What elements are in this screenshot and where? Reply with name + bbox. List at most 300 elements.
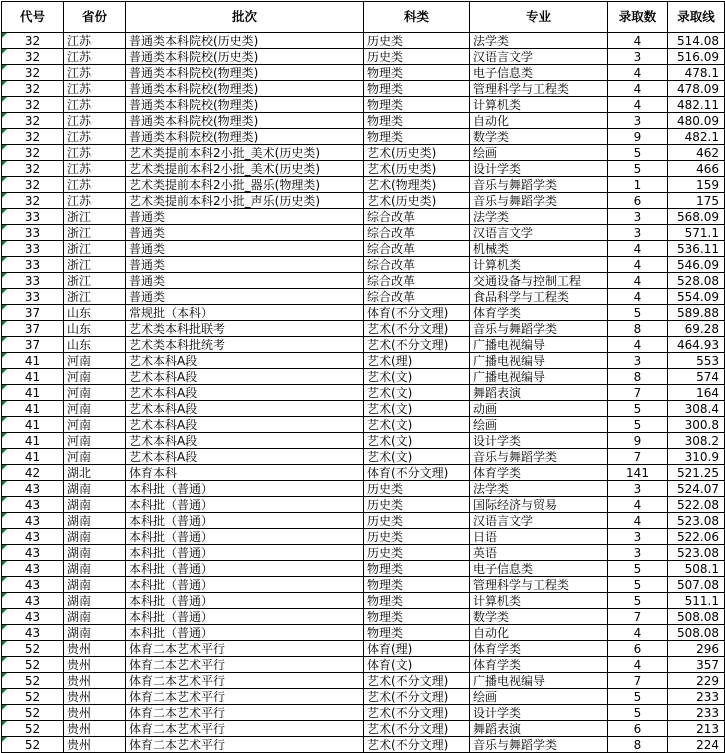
cell-count: 3 [608,49,668,65]
cell-major: 交通设备与控制工程 [470,273,608,289]
cell-major: 广播电视编导 [470,337,608,353]
cell-province: 江苏 [64,161,126,177]
cell-code: 32 [2,161,64,177]
cell-count: 3 [608,353,668,369]
cell-code: 43 [2,497,64,513]
cell-batch: 本科批（普通） [126,545,364,561]
cell-score: 233 [668,689,725,705]
cell-score: 296 [668,641,725,657]
cell-subject: 艺术(不分文理) [364,321,470,337]
cell-subject: 艺术(文) [364,401,470,417]
cell-major: 设计学类 [470,705,608,721]
cell-code: 41 [2,385,64,401]
cell-code: 52 [2,705,64,721]
table-row [2,417,725,433]
cell-province: 贵州 [64,657,126,673]
cell-province: 贵州 [64,737,126,753]
cell-major: 数学类 [470,609,608,625]
cell-batch: 本科批（普通） [126,609,364,625]
cell-subject: 艺术(文) [364,369,470,385]
table-row [2,737,725,753]
cell-batch: 体育二本艺术平行 [126,737,364,753]
cell-subject: 综合改革 [364,241,470,257]
cell-major: 体育学类 [470,465,608,481]
cell-count: 9 [608,433,668,449]
cell-count: 4 [608,497,668,513]
cell-score: 523.08 [668,545,725,561]
cell-subject: 物理类 [364,561,470,577]
cell-count: 8 [608,737,668,753]
table-row [2,161,725,177]
cell-code: 43 [2,609,64,625]
cell-batch: 本科批（普通） [126,497,364,513]
cell-major: 设计学类 [470,433,608,449]
cell-code: 52 [2,721,64,737]
cell-code: 43 [2,577,64,593]
cell-province: 山东 [64,337,126,353]
cell-province: 山东 [64,321,126,337]
cell-subject: 物理类 [364,81,470,97]
cell-score: 546.09 [668,257,725,273]
cell-count: 4 [608,337,668,353]
cell-province: 浙江 [64,225,126,241]
table-row [2,369,725,385]
cell-batch: 普通类 [126,241,364,257]
cell-batch: 普通类本科院校(历史类) [126,49,364,65]
cell-code: 33 [2,289,64,305]
table-row [2,65,725,81]
table-row [2,353,725,369]
cell-score: 508.1 [668,561,725,577]
cell-subject: 历史类 [364,513,470,529]
table-row [2,289,725,305]
cell-province: 山东 [64,305,126,321]
table-row [2,209,725,225]
cell-batch: 普通类本科院校(物理类) [126,129,364,145]
cell-major: 音乐与舞蹈学类 [470,321,608,337]
cell-province: 江苏 [64,113,126,129]
table-row [2,625,725,641]
cell-score: 528.08 [668,273,725,289]
cell-count: 4 [608,657,668,673]
cell-batch: 本科批（普通） [126,481,364,497]
cell-code: 43 [2,625,64,641]
cell-subject: 艺术(历史类) [364,145,470,161]
cell-major: 汉语言文学 [470,225,608,241]
cell-batch: 普通类 [126,225,364,241]
cell-code: 32 [2,81,64,97]
table-row [2,433,725,449]
cell-batch: 普通类本科院校(物理类) [126,97,364,113]
cell-province: 湖南 [64,625,126,641]
cell-score: 514.08 [668,33,725,49]
table-row [2,241,725,257]
cell-major: 音乐与舞蹈学类 [470,193,608,209]
header-row [2,2,725,33]
cell-batch: 本科批（普通） [126,561,364,577]
cell-batch: 艺术本科A段 [126,449,364,465]
cell-code: 43 [2,593,64,609]
cell-score: 159 [668,177,725,193]
cell-code: 32 [2,33,64,49]
cell-batch: 本科批（普通） [126,513,364,529]
cell-code: 32 [2,145,64,161]
cell-province: 浙江 [64,289,126,305]
table-row [2,721,725,737]
cell-subject: 综合改革 [364,289,470,305]
cell-code: 32 [2,193,64,209]
cell-count: 5 [608,689,668,705]
cell-batch: 艺术类本科批统考 [126,337,364,353]
cell-score: 554.09 [668,289,725,305]
cell-subject: 历史类 [364,545,470,561]
cell-count: 4 [608,97,668,113]
cell-major: 体育学类 [470,305,608,321]
table-row [2,705,725,721]
cell-major: 绘画 [470,689,608,705]
cell-code: 37 [2,321,64,337]
cell-count: 5 [608,161,668,177]
cell-province: 湖南 [64,593,126,609]
cell-province: 江苏 [64,145,126,161]
cell-count: 8 [608,369,668,385]
table-row [2,225,725,241]
cell-major: 数学类 [470,129,608,145]
cell-subject: 历史类 [364,481,470,497]
cell-batch: 艺术类提前本科2小批_器乐(物理类) [126,177,364,193]
cell-score: 69.28 [668,321,725,337]
cell-province: 湖南 [64,513,126,529]
cell-code: 52 [2,641,64,657]
cell-subject: 艺术(文) [364,449,470,465]
header-province: 省份 [64,2,126,33]
cell-subject: 艺术(理) [364,353,470,369]
table-row [2,449,725,465]
cell-score: 482.11 [668,97,725,113]
table-body [2,33,725,753]
cell-count: 4 [608,273,668,289]
cell-province: 江苏 [64,33,126,49]
cell-score: 523.08 [668,513,725,529]
cell-batch: 体育二本艺术平行 [126,705,364,721]
cell-code: 32 [2,113,64,129]
cell-batch: 常规批（本科） [126,305,364,321]
cell-batch: 普通类 [126,289,364,305]
cell-code: 41 [2,369,64,385]
table-row [2,513,725,529]
cell-code: 32 [2,177,64,193]
cell-score: 478.09 [668,81,725,97]
cell-province: 江苏 [64,65,126,81]
cell-score: 574 [668,369,725,385]
cell-major: 英语 [470,545,608,561]
cell-code: 52 [2,673,64,689]
cell-count: 5 [608,561,668,577]
cell-subject: 综合改革 [364,209,470,225]
cell-batch: 普通类 [126,257,364,273]
cell-count: 5 [608,577,668,593]
cell-count: 5 [608,705,668,721]
cell-subject: 物理类 [364,593,470,609]
cell-count: 4 [608,257,668,273]
cell-score: 482.1 [668,129,725,145]
cell-score: 521.25 [668,465,725,481]
cell-count: 5 [608,305,668,321]
cell-count: 3 [608,529,668,545]
cell-subject: 艺术(不分文理) [364,689,470,705]
cell-province: 江苏 [64,193,126,209]
cell-score: 522.06 [668,529,725,545]
cell-score: 224 [668,737,725,753]
cell-batch: 本科批（普通） [126,625,364,641]
cell-major: 电子信息类 [470,561,608,577]
cell-major: 国际经济与贸易 [470,497,608,513]
table-row [2,193,725,209]
cell-subject: 历史类 [364,497,470,513]
cell-subject: 艺术(历史类) [364,161,470,177]
cell-batch: 艺术本科A段 [126,433,364,449]
cell-score: 357 [668,657,725,673]
table-row [2,529,725,545]
cell-province: 贵州 [64,641,126,657]
cell-province: 贵州 [64,673,126,689]
cell-batch: 艺术本科A段 [126,401,364,417]
cell-score: 478.1 [668,65,725,81]
cell-score: 462 [668,145,725,161]
cell-score: 233 [668,705,725,721]
cell-count: 6 [608,193,668,209]
cell-code: 33 [2,241,64,257]
cell-province: 江苏 [64,81,126,97]
cell-subject: 综合改革 [364,273,470,289]
cell-score: 507.08 [668,577,725,593]
cell-major: 音乐与舞蹈学类 [470,737,608,753]
table-row [2,465,725,481]
table-row [2,321,725,337]
cell-code: 42 [2,465,64,481]
cell-code: 43 [2,545,64,561]
cell-count: 7 [608,673,668,689]
cell-province: 湖南 [64,481,126,497]
cell-subject: 艺术(历史类) [364,193,470,209]
cell-code: 37 [2,305,64,321]
cell-major: 绘画 [470,145,608,161]
cell-subject: 物理类 [364,609,470,625]
cell-subject: 体育(文) [364,657,470,673]
table-row [2,177,725,193]
cell-major: 广播电视编导 [470,673,608,689]
cell-province: 河南 [64,449,126,465]
cell-major: 动画 [470,401,608,417]
cell-province: 浙江 [64,209,126,225]
cell-code: 52 [2,737,64,753]
cell-code: 33 [2,225,64,241]
table-row [2,689,725,705]
header-code: 代号 [2,2,64,33]
cell-subject: 艺术(不分文理) [364,337,470,353]
cell-count: 4 [608,513,668,529]
cell-major: 舞蹈表演 [470,385,608,401]
cell-score: 300.8 [668,417,725,433]
cell-subject: 综合改革 [364,257,470,273]
cell-major: 体育学类 [470,657,608,673]
cell-subject: 艺术(文) [364,385,470,401]
cell-province: 河南 [64,433,126,449]
cell-score: 553 [668,353,725,369]
cell-score: 229 [668,673,725,689]
cell-province: 江苏 [64,129,126,145]
table-row [2,673,725,689]
cell-batch: 普通类本科院校(物理类) [126,113,364,129]
cell-batch: 艺术类提前本科2小批_美术(历史类) [126,145,364,161]
cell-count: 1 [608,177,668,193]
table-row [2,497,725,513]
table-row [2,257,725,273]
cell-subject: 物理类 [364,625,470,641]
cell-count: 7 [608,385,668,401]
table-row [2,81,725,97]
header-major: 专业 [470,2,608,33]
cell-batch: 艺术本科A段 [126,353,364,369]
table-row [2,305,725,321]
cell-subject: 艺术(不分文理) [364,673,470,689]
cell-major: 绘画 [470,417,608,433]
cell-score: 508.08 [668,609,725,625]
cell-score: 213 [668,721,725,737]
cell-major: 音乐与舞蹈学类 [470,177,608,193]
cell-province: 河南 [64,417,126,433]
table-row [2,33,725,49]
cell-major: 汉语言文学 [470,513,608,529]
cell-code: 43 [2,513,64,529]
cell-score: 175 [668,193,725,209]
header-score: 录取线 [668,2,725,33]
cell-batch: 普通类 [126,209,364,225]
cell-batch: 艺术类提前本科2小批_声乐(历史类) [126,193,364,209]
cell-subject: 物理类 [364,97,470,113]
cell-major: 音乐与舞蹈学类 [470,449,608,465]
table-row [2,561,725,577]
cell-province: 湖南 [64,529,126,545]
cell-score: 464.93 [668,337,725,353]
cell-subject: 物理类 [364,129,470,145]
cell-province: 贵州 [64,721,126,737]
cell-subject: 体育(理) [364,641,470,657]
cell-major: 法学类 [470,33,608,49]
cell-count: 3 [608,113,668,129]
cell-batch: 艺术本科A段 [126,369,364,385]
cell-province: 江苏 [64,177,126,193]
cell-batch: 体育二本艺术平行 [126,689,364,705]
cell-score: 308.2 [668,433,725,449]
table-row [2,657,725,673]
cell-batch: 普通类本科院校(历史类) [126,33,364,49]
cell-subject: 艺术(不分文理) [364,705,470,721]
cell-batch: 艺术类提前本科2小批_美术(历史类) [126,161,364,177]
cell-code: 41 [2,433,64,449]
cell-score: 164 [668,385,725,401]
cell-count: 4 [608,33,668,49]
cell-major: 舞蹈表演 [470,721,608,737]
cell-count: 141 [608,465,668,481]
cell-score: 571.1 [668,225,725,241]
cell-score: 568.09 [668,209,725,225]
cell-major: 管理科学与工程类 [470,81,608,97]
cell-code: 33 [2,257,64,273]
table-row [2,593,725,609]
cell-major: 广播电视编导 [470,353,608,369]
cell-subject: 艺术(物理类) [364,177,470,193]
cell-batch: 体育二本艺术平行 [126,657,364,673]
cell-province: 浙江 [64,273,126,289]
cell-count: 5 [608,401,668,417]
cell-province: 贵州 [64,689,126,705]
cell-count: 3 [608,209,668,225]
cell-code: 37 [2,337,64,353]
cell-count: 4 [608,65,668,81]
cell-major: 法学类 [470,481,608,497]
cell-major: 自动化 [470,113,608,129]
cell-code: 32 [2,65,64,81]
cell-count: 3 [608,225,668,241]
cell-count: 6 [608,721,668,737]
cell-code: 32 [2,49,64,65]
cell-code: 33 [2,209,64,225]
cell-batch: 艺术类本科批联考 [126,321,364,337]
header-batch: 批次 [126,2,364,33]
cell-code: 32 [2,129,64,145]
cell-batch: 普通类本科院校(物理类) [126,65,364,81]
cell-province: 湖南 [64,545,126,561]
cell-province: 湖南 [64,497,126,513]
table-row [2,129,725,145]
cell-code: 43 [2,481,64,497]
cell-code: 33 [2,273,64,289]
cell-major: 法学类 [470,209,608,225]
cell-subject: 艺术(文) [364,417,470,433]
cell-major: 计算机类 [470,257,608,273]
cell-count: 4 [608,81,668,97]
cell-subject: 艺术(不分文理) [364,721,470,737]
cell-count: 9 [608,129,668,145]
cell-major: 汉语言文学 [470,49,608,65]
cell-score: 536.11 [668,241,725,257]
cell-score: 480.09 [668,113,725,129]
table-row [2,145,725,161]
cell-batch: 体育二本艺术平行 [126,641,364,657]
cell-subject: 物理类 [364,113,470,129]
cell-batch: 本科批（普通） [126,529,364,545]
cell-count: 5 [608,593,668,609]
cell-province: 湖南 [64,577,126,593]
cell-province: 湖南 [64,609,126,625]
cell-code: 43 [2,561,64,577]
cell-count: 8 [608,321,668,337]
cell-batch: 艺术本科A段 [126,385,364,401]
cell-code: 52 [2,657,64,673]
cell-province: 浙江 [64,257,126,273]
admission-table [1,1,725,753]
cell-code: 41 [2,417,64,433]
cell-batch: 普通类 [126,273,364,289]
cell-count: 5 [608,145,668,161]
cell-major: 食品科学与工程类 [470,289,608,305]
cell-major: 设计学类 [470,161,608,177]
cell-province: 河南 [64,369,126,385]
cell-province: 湖南 [64,561,126,577]
cell-province: 浙江 [64,241,126,257]
cell-code: 32 [2,97,64,113]
